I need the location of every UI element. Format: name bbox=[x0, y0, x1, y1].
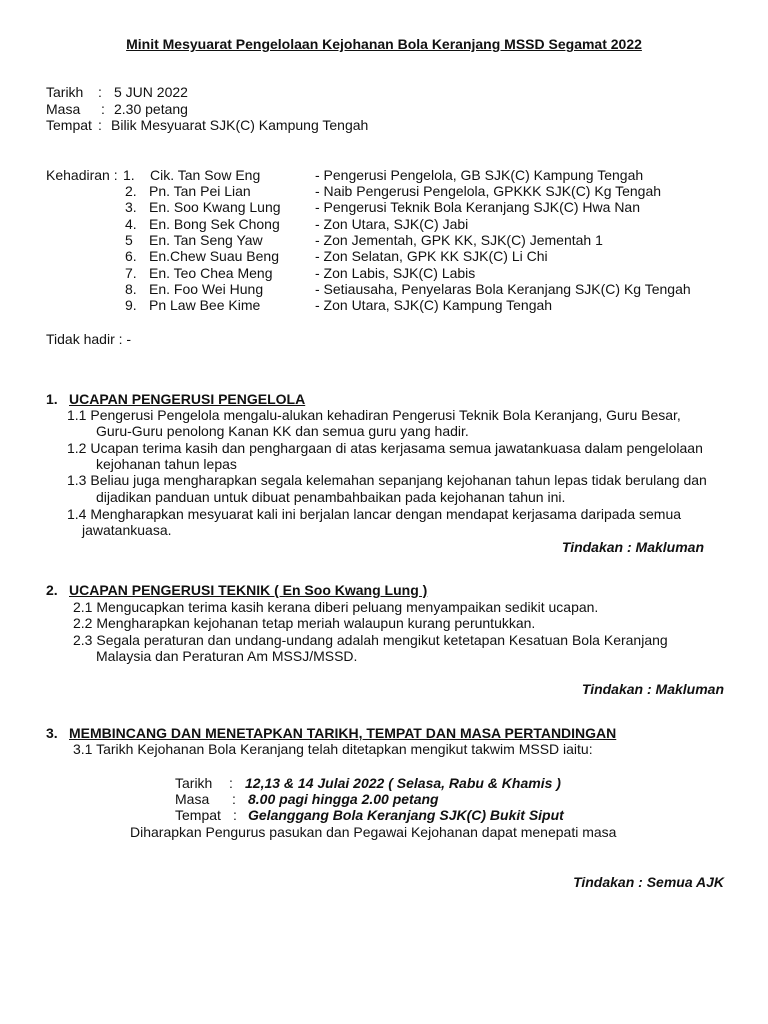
member-number: 5 bbox=[125, 232, 133, 248]
info-label-date: Tarikh bbox=[46, 84, 84, 100]
member-number: 9. bbox=[125, 297, 137, 313]
minute-item: 1.2 Ucapan terima kasih dan penghargaan di atas kerjasama semua jawatankuasa dalam pengelolaan bbox=[67, 440, 703, 456]
detail-sep: : bbox=[232, 791, 236, 807]
detail-label-time: Masa bbox=[175, 791, 210, 807]
info-sep: : bbox=[98, 117, 102, 133]
member-role: - Zon Jementah, GPK KK, SJK(C) Jementah 1 bbox=[315, 232, 603, 248]
info-label-place: Tempat bbox=[46, 117, 92, 133]
minute-item-continuation: kejohanan tahun lepas bbox=[96, 456, 237, 472]
member-name: En.Chew Suau Beng bbox=[149, 248, 279, 264]
minute-item: 1.4 Mengharapkan mesyuarat kali ini berjalan lancar dengan mendapat kerjasama daripada semua bbox=[67, 506, 682, 522]
minute-item-continuation: dijadikan panduan untuk dibuat penambahbaikan pada kejohanan tahun ini. bbox=[96, 489, 566, 505]
member-number: 6. bbox=[125, 248, 137, 264]
minute-item-continuation: jawatankuasa. bbox=[82, 522, 172, 538]
document-title: Minit Mesyuarat Pengelolaan Kejohanan Bola Keranjang MSSD Segamat 2022 bbox=[126, 36, 642, 52]
member-number: 4. bbox=[125, 216, 137, 232]
action-note: Tindakan : Semua AJK bbox=[573, 874, 724, 890]
detail-sep: : bbox=[233, 807, 237, 823]
member-role: - Naib Pengerusi Pengelola, GPKKK SJK(C) Kg Tengah bbox=[315, 183, 662, 199]
detail-label-place: Tempat bbox=[175, 807, 221, 823]
member-number: 2. bbox=[125, 183, 137, 199]
member-name: Cik. Tan Sow Eng bbox=[150, 167, 261, 183]
member-name: En. Tan Seng Yaw bbox=[149, 232, 263, 248]
detail-value-time: 8.00 pagi hingga 2.00 petang bbox=[248, 791, 439, 807]
minute-item: 3.1 Tarikh Kejohanan Bola Keranjang telah ditetapkan mengikut takwim MSSD iaitu: bbox=[73, 741, 593, 757]
member-name: Pn Law Bee Kime bbox=[149, 297, 261, 313]
action-note: Tindakan : Makluman bbox=[561, 539, 704, 555]
member-role: - Zon Labis, SJK(C) Labis bbox=[315, 265, 476, 281]
minute-item: 2.1 Mengucapkan terima kasih kerana diberi peluang menyampaikan sedikit ucapan. bbox=[73, 599, 599, 615]
member-role: - Zon Utara, SJK(C) Jabi bbox=[315, 216, 469, 232]
minute-item: 2.3 Segala peraturan dan undang-undang adalah mengikut ketetapan Kesatuan Bola Keranjang bbox=[73, 632, 668, 648]
detail-value-date: 12,13 & 14 Julai 2022 ( Selasa, Rabu & Khamis ) bbox=[245, 775, 561, 791]
member-role: - Setiausaha, Penyelaras Bola Keranjang SJK(C) Kg Tengah bbox=[315, 281, 691, 297]
detail-sep: : bbox=[229, 775, 233, 791]
minute-item-continuation: Guru-Guru penolong Kanan KK dan semua guru yang hadir. bbox=[96, 423, 469, 439]
info-sep: : bbox=[98, 84, 102, 100]
member-name: En. Teo Chea Meng bbox=[149, 265, 273, 281]
minute-item: 2.2 Mengharapkan kejohanan tetap meriah walaupun kurang peruntukkan. bbox=[73, 615, 536, 631]
absent-line: Tidak hadir : - bbox=[46, 331, 132, 347]
action-note: Tindakan : Makluman bbox=[581, 681, 724, 697]
section-heading: UCAPAN PENGERUSI PENGELOLA bbox=[69, 391, 306, 407]
member-number: 1. bbox=[123, 167, 135, 183]
detail-label-date: Tarikh bbox=[175, 775, 213, 791]
member-role: - Zon Selatan, GPK KK SJK(C) Li Chi bbox=[315, 248, 548, 264]
info-value-time: 2.30 petang bbox=[114, 101, 188, 117]
section-number: 1. bbox=[46, 391, 58, 407]
minute-item: 1.3 Beliau juga mengharapkan segala kelemahan sepanjang kejohanan tahun lepas tidak berulang dan bbox=[67, 472, 707, 488]
detail-value-place: Gelanggang Bola Keranjang SJK(C) Bukit Siput bbox=[248, 807, 564, 823]
minute-item: 1.1 Pengerusi Pengelola mengalu-alukan kehadiran Pengerusi Teknik Bola Keranjang, Guru Besar, bbox=[67, 407, 681, 423]
member-role: - Pengerusi Pengelola, GB SJK(C) Kampung Tengah bbox=[315, 167, 644, 183]
info-value-place: Bilik Mesyuarat SJK(C) Kampung Tengah bbox=[111, 117, 369, 133]
member-name: En. Soo Kwang Lung bbox=[149, 199, 281, 215]
info-label-time: Masa bbox=[46, 101, 81, 117]
minute-item-continuation: Malaysia dan Peraturan Am MSSJ/MSSD. bbox=[96, 648, 358, 664]
member-number: 3. bbox=[125, 199, 137, 215]
member-name: En. Bong Sek Chong bbox=[149, 216, 280, 232]
member-number: 7. bbox=[125, 265, 137, 281]
section-number: 2. bbox=[46, 582, 58, 598]
attendance-label: Kehadiran : bbox=[46, 167, 118, 183]
member-name: Pn. Tan Pei Lian bbox=[149, 183, 251, 199]
note-line: Diharapkan Pengurus pasukan dan Pegawai Kejohanan dapat menepati masa bbox=[130, 824, 617, 840]
member-role: - Pengerusi Teknik Bola Keranjang SJK(C) Hwa Nan bbox=[315, 199, 641, 215]
section-heading: UCAPAN PENGERUSI TEKNIK ( En Soo Kwang Lung ) bbox=[69, 582, 428, 598]
section-number: 3. bbox=[46, 725, 58, 741]
info-sep: : bbox=[101, 101, 105, 117]
member-role: - Zon Utara, SJK(C) Kampung Tengah bbox=[315, 297, 553, 313]
member-name: En. Foo Wei Hung bbox=[149, 281, 264, 297]
member-number: 8. bbox=[125, 281, 137, 297]
info-value-date: 5 JUN 2022 bbox=[114, 84, 188, 100]
section-heading: MEMBINCANG DAN MENETAPKAN TARIKH, TEMPAT DAN MASA PERTANDINGAN bbox=[69, 725, 617, 741]
